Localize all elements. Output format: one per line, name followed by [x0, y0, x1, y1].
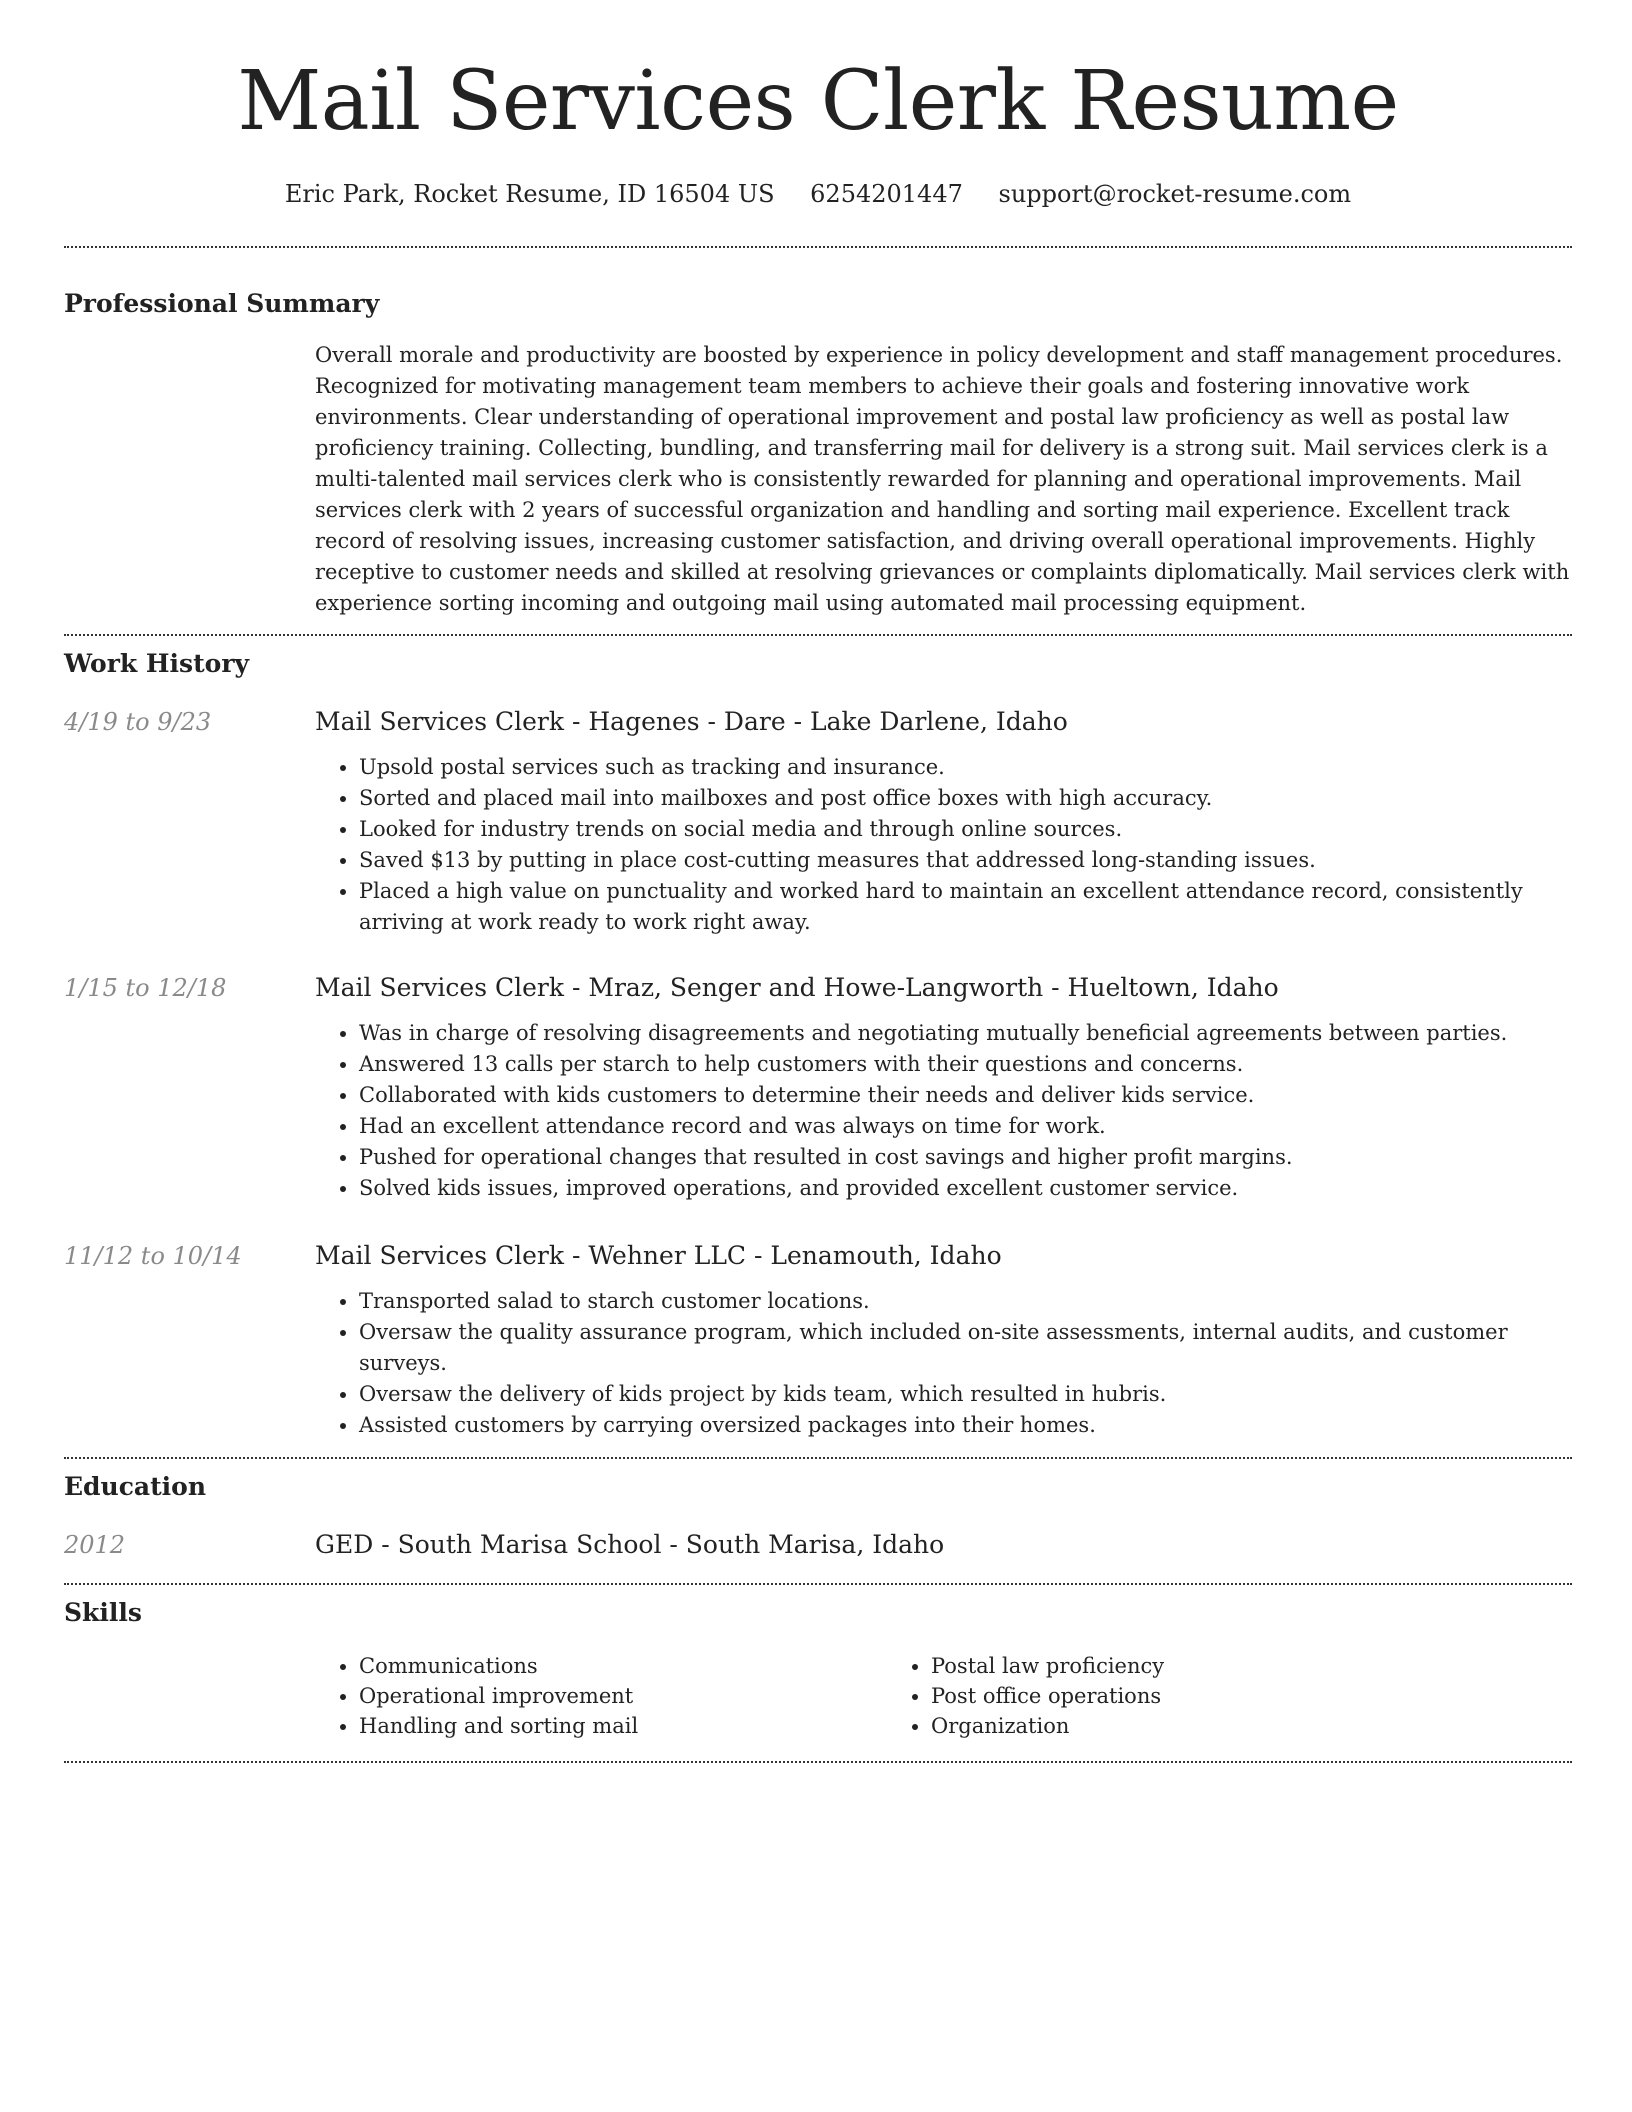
- resume-page: [64, 0, 1572, 1763]
- job-bullet: • Transported salad to starch customer locations.: [359, 1286, 1572, 1317]
- summary-section: [64, 248, 1572, 619]
- job-bullet: • Pushed for operational changes that resulted in cost savings and higher profit margins.: [359, 1142, 1572, 1173]
- job-entry: [64, 1240, 1572, 1441]
- skill-item: • Postal law proficiency: [931, 1651, 1459, 1681]
- job-bullet: • Collaborated with kids customers to determine their needs and deliver kids service.: [359, 1080, 1572, 1111]
- job-bullets: [315, 1286, 1572, 1441]
- job-bullet: • Assisted customers by carrying oversized packages into their homes.: [359, 1410, 1572, 1441]
- divider: [64, 1761, 1572, 1763]
- job-bullet: • Looked for industry trends on social media and through online sources.: [359, 814, 1572, 845]
- skills-list-left: [315, 1651, 887, 1741]
- skills-list-right: [887, 1651, 1459, 1741]
- skill-item: • Communications: [359, 1651, 887, 1681]
- job-bullet: • Sorted and placed mail into mailboxes and post office boxes with high accuracy.: [359, 783, 1572, 814]
- job-bullet: • Oversaw the delivery of kids project by kids team, which resulted in hubris.: [359, 1379, 1572, 1410]
- job-bullet: • Saved $13 by putting in place cost-cutting measures that addressed long-standing issues.: [359, 845, 1572, 876]
- job-dates: 4/19 to 9/23: [64, 708, 212, 736]
- job-bullets: [315, 752, 1572, 938]
- job-entry: [64, 706, 1572, 938]
- job-dates: 1/15 to 12/18: [64, 974, 227, 1002]
- skills-section: [64, 1585, 1572, 1741]
- work-history-section: [64, 636, 1572, 1441]
- education-section: [64, 1459, 1572, 1561]
- contact-phone: 6254201447: [810, 180, 963, 208]
- summary-text: Overall morale and productivity are boosted by experience in policy development and staff management procedures. Recognized for motivating management team members to achieve their goals and fostering innovative work environments. Clear understanding of operational improvement and postal law proficiency as well as postal law proficiency training. Collecting, bundling, and transferring mail for delivery is a strong suit. Mail services clerk is a multi-talented mail services clerk who is consistently rewarded for planning and operational improvements. Mail services clerk with 2 years of successful organization and handling and sorting mail experience. Excellent track record of resolving issues, increasing customer satisfaction, and driving overall operational improvements. Highly receptive to customer needs and skilled at resolving grievances or complaints diplomatically. Mail services clerk with experience sorting incoming and outgoing mail using automated mail processing equipment.: [315, 343, 1570, 615]
- job-bullet: • Placed a high value on punctuality and worked hard to maintain an excellent attendance record, consistently arriving at work ready to work right away.: [359, 876, 1572, 938]
- contact-email: support@rocket-resume.com: [998, 180, 1352, 208]
- job-entry: [64, 972, 1572, 1204]
- job-bullet: • Solved kids issues, improved operations, and provided excellent customer service.: [359, 1173, 1572, 1204]
- job-bullet: • Oversaw the quality assurance program, which included on-site assessments, internal audits, and customer surveys.: [359, 1317, 1572, 1379]
- skill-item: • Operational improvement: [359, 1681, 887, 1711]
- job-title: Mail Services Clerk - Wehner LLC - Lenamouth, Idaho: [315, 1241, 1002, 1270]
- job-bullet: • Had an excellent attendance record and was always on time for work.: [359, 1111, 1572, 1142]
- section-heading-work: Work History: [64, 649, 250, 678]
- job-bullet: • Was in charge of resolving disagreements and negotiating mutually beneficial agreements between parties.: [359, 1018, 1572, 1049]
- section-heading-education: Education: [64, 1472, 207, 1501]
- job-title: Mail Services Clerk - Hagenes - Dare - Lake Darlene, Idaho: [315, 707, 1068, 736]
- job-bullet: • Answered 13 calls per starch to help customers with their questions and concerns.: [359, 1049, 1572, 1080]
- job-bullet: • Upsold postal services such as tracking and insurance.: [359, 752, 1572, 783]
- job-title: Mail Services Clerk - Mraz, Senger and Howe-Langworth - Hueltown, Idaho: [315, 973, 1279, 1002]
- job-dates: 11/12 to 10/14: [64, 1242, 242, 1270]
- contact-address: Eric Park, Rocket Resume, ID 16504 US: [284, 180, 775, 208]
- job-bullets: [315, 1018, 1572, 1204]
- skill-item: • Handling and sorting mail: [359, 1711, 887, 1741]
- section-heading-summary: Professional Summary: [64, 289, 380, 318]
- education-title: GED - South Marisa School - South Marisa, Idaho: [315, 1530, 945, 1559]
- contact-line: [64, 178, 1572, 210]
- education-year: 2012: [64, 1531, 126, 1559]
- skill-item: • Organization: [931, 1711, 1459, 1741]
- education-entry: [64, 1529, 1572, 1561]
- resume-title: Mail Services Clerk Resume: [237, 54, 1399, 149]
- section-heading-skills: Skills: [64, 1598, 142, 1627]
- skill-item: • Post office operations: [931, 1681, 1459, 1711]
